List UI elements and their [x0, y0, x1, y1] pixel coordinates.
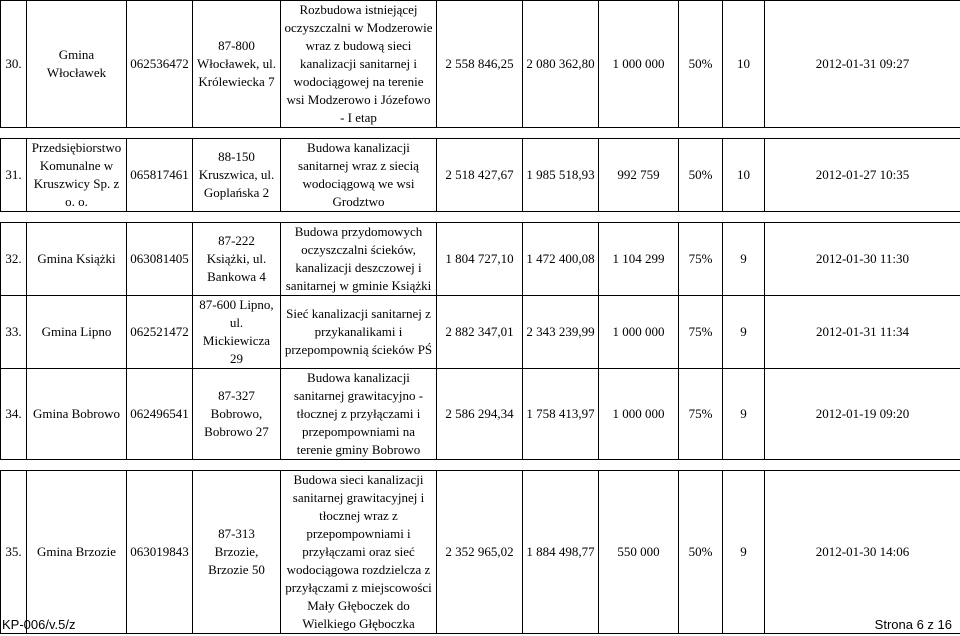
table-row — [1, 471, 960, 634]
footer-page-number: Strona 6 z 16 — [874, 617, 952, 632]
cell-regon: 065817461 — [127, 139, 193, 212]
cell-eligible: 1 985 518,93 — [523, 139, 599, 212]
cell-address: 87-800 Włocławek, ul. Królewiecka 7 — [193, 1, 281, 128]
table-row — [1, 139, 960, 212]
cell-name: Gmina Bobrowo — [27, 369, 127, 460]
cell-nr: 30. — [1, 1, 27, 128]
row-gap — [1, 128, 960, 139]
cell-percent: 75% — [679, 296, 723, 369]
cell-name: Gmina Książki — [27, 223, 127, 296]
cell-percent: 75% — [679, 223, 723, 296]
cell-grant: 1 000 000 — [599, 296, 679, 369]
table-row — [1, 223, 960, 296]
cell-nr: 34. — [1, 369, 27, 460]
cell-grant: 550 000 — [599, 471, 679, 634]
table-row — [1, 1, 960, 128]
cell-regon: 062521472 — [127, 296, 193, 369]
cell-address: 88-150 Kruszwica, ul. Goplańska 2 — [193, 139, 281, 212]
cell-address: 87-222 Książki, ul. Bankowa 4 — [193, 223, 281, 296]
cell-project: Rozbudowa istniejącej oczyszczalni w Modzerowie wraz z budową sieci kanalizacji sanitarnej i wodociągowej na terenie wsi Modzerowo i Józefowo - I etap — [281, 1, 437, 128]
cell-total: 2 558 846,25 — [437, 1, 523, 128]
cell-date: 2012-01-30 14:06 — [765, 471, 960, 634]
cell-project: Budowa kanalizacji sanitarnej wraz z siecią wodociągową we wsi Grodztwo — [281, 139, 437, 212]
cell-regon: 062536472 — [127, 1, 193, 128]
cell-name: Gmina Brzozie — [27, 471, 127, 634]
cell-total: 1 804 727,10 — [437, 223, 523, 296]
cell-eligible: 2 080 362,80 — [523, 1, 599, 128]
cell-eligible: 1 758 413,97 — [523, 369, 599, 460]
cell-score: 9 — [723, 223, 765, 296]
row-gap — [1, 212, 960, 223]
cell-grant: 1 000 000 — [599, 369, 679, 460]
row-gap — [1, 460, 960, 471]
footer-doc-code: KP-006/v.5/z — [2, 617, 76, 632]
table-row — [1, 296, 960, 369]
cell-percent: 50% — [679, 139, 723, 212]
cell-name: Gmina Włocławek — [27, 1, 127, 128]
cell-nr: 33. — [1, 296, 27, 369]
cell-address: 87-600 Lipno, ul. Mickiewicza 29 — [193, 296, 281, 369]
cell-date: 2012-01-31 11:34 — [765, 296, 960, 369]
cell-nr: 32. — [1, 223, 27, 296]
cell-score: 9 — [723, 471, 765, 634]
cell-eligible: 1 884 498,77 — [523, 471, 599, 634]
cell-date: 2012-01-19 09:20 — [765, 369, 960, 460]
cell-regon: 063019843 — [127, 471, 193, 634]
cell-total: 2 352 965,02 — [437, 471, 523, 634]
cell-date: 2012-01-30 11:30 — [765, 223, 960, 296]
cell-nr: 35. — [1, 471, 27, 634]
cell-address: 87-327 Bobrowo, Bobrowo 27 — [193, 369, 281, 460]
cell-name: Gmina Lipno — [27, 296, 127, 369]
cell-score: 10 — [723, 139, 765, 212]
cell-project: Budowa sieci kanalizacji sanitarnej grawitacyjnej i tłocznej wraz z przepompowniami i przyłączami oraz sieć wodociągowa rozdzielcza z przyłączami z miejscowości Mały Głęboczek do Wielkiego Głęboczka — [281, 471, 437, 634]
cell-grant: 992 759 — [599, 139, 679, 212]
cell-percent: 75% — [679, 369, 723, 460]
cell-grant: 1 104 299 — [599, 223, 679, 296]
table-row — [1, 369, 960, 460]
cell-regon: 063081405 — [127, 223, 193, 296]
cell-score: 9 — [723, 296, 765, 369]
cell-score: 9 — [723, 369, 765, 460]
cell-percent: 50% — [679, 1, 723, 128]
cell-regon: 062496541 — [127, 369, 193, 460]
cell-address: 87-313 Brzozie, Brzozie 50 — [193, 471, 281, 634]
cell-date: 2012-01-27 10:35 — [765, 139, 960, 212]
cell-total: 2 586 294,34 — [437, 369, 523, 460]
cell-percent: 50% — [679, 471, 723, 634]
cell-nr: 31. — [1, 139, 27, 212]
cell-eligible: 1 472 400,08 — [523, 223, 599, 296]
cell-score: 10 — [723, 1, 765, 128]
cell-project: Budowa przydomowych oczyszczalni ścieków, kanalizacji deszczowej i sanitarnej w gminie Książki — [281, 223, 437, 296]
cell-name: Przedsiębiorstwo Komunalne w Kruszwicy Sp. z o. o. — [27, 139, 127, 212]
cell-date: 2012-01-31 09:27 — [765, 1, 960, 128]
cell-project: Sieć kanalizacji sanitarnej z przykanalikami i przepompownią ścieków PŚ — [281, 296, 437, 369]
cell-total: 2 518 427,67 — [437, 139, 523, 212]
cell-project: Budowa kanalizacji sanitarnej grawitacyjno - tłocznej z przyłączami i przepompowniami na terenie gminy Bobrowo — [281, 369, 437, 460]
cell-grant: 1 000 000 — [599, 1, 679, 128]
cell-eligible: 2 343 239,99 — [523, 296, 599, 369]
cell-total: 2 882 347,01 — [437, 296, 523, 369]
